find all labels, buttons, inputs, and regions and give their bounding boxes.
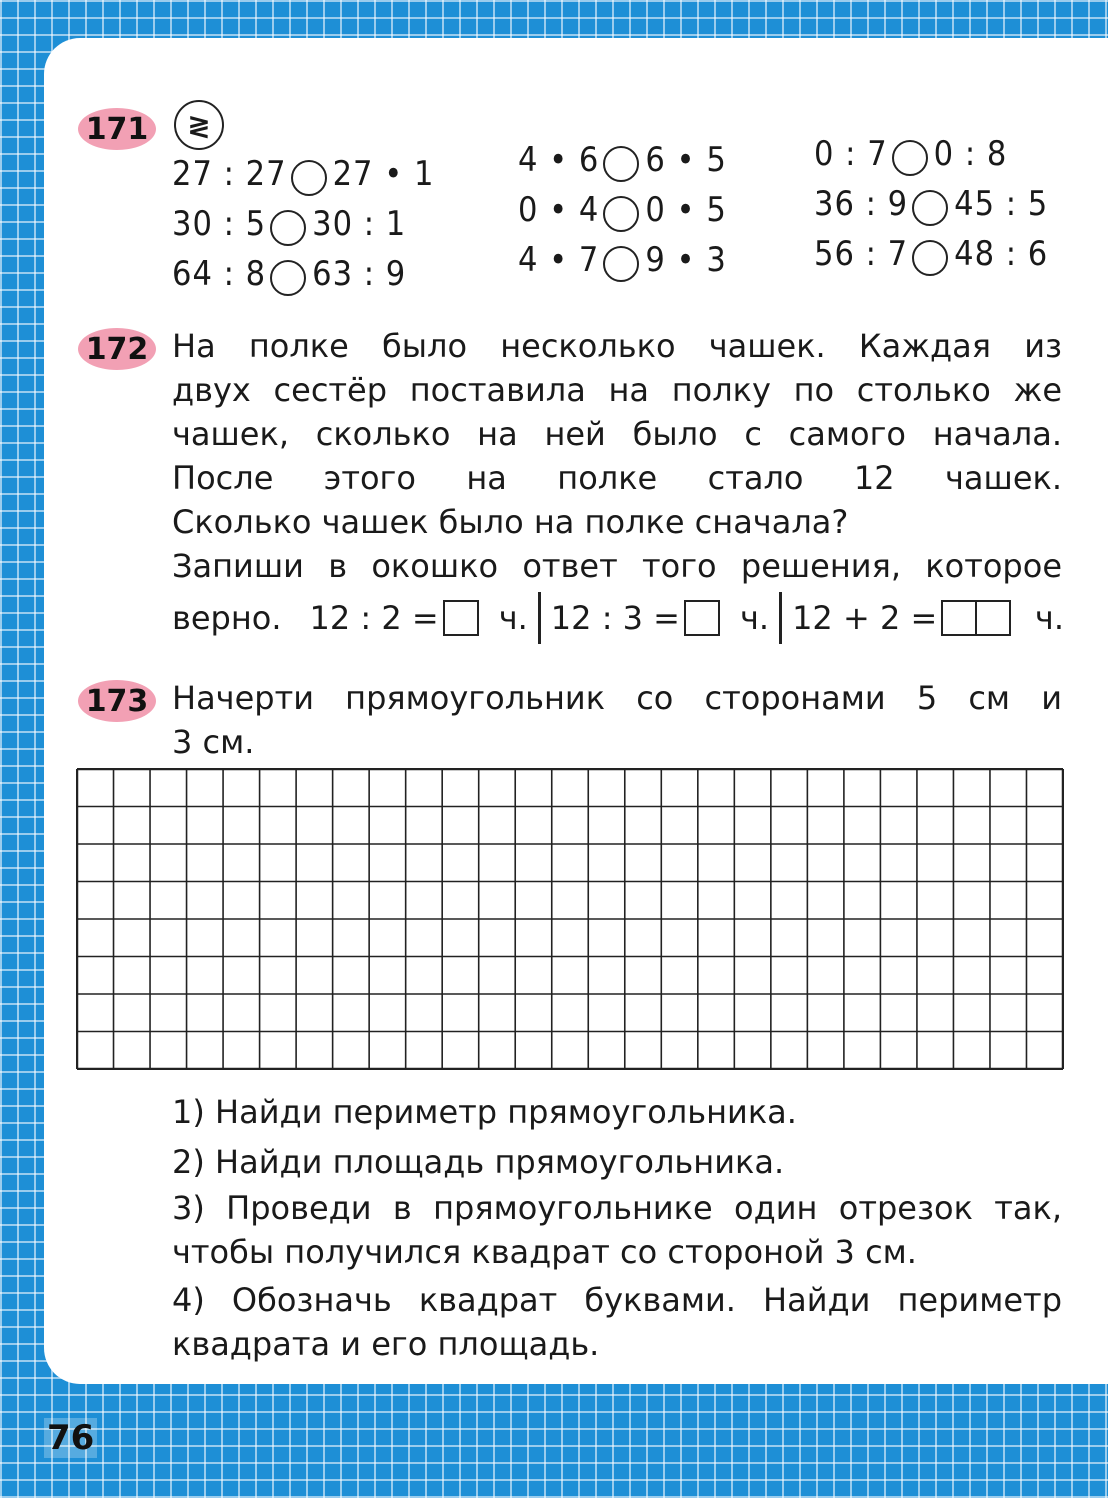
answer-box-2[interactable] (684, 600, 720, 636)
answer-options: верно. 12 : 2 = ч. 12 : 3 = ч. 12 + 2 = ч. (172, 588, 1064, 648)
comparison-2-1: 4 • 6 6 • 5 (518, 140, 727, 180)
step-4: 4) Обозначь квадрат буквами. Найди периметр квадрата и его площадь. (172, 1281, 1062, 1363)
comparison-1-2: 30 : 5 30 : 1 (172, 204, 407, 244)
answer-circle[interactable] (603, 196, 639, 232)
task-172-line: После этого на полке стало 12 чашек. (172, 459, 1062, 497)
answer-circle[interactable] (291, 160, 327, 196)
option-3: 12 + 2 = (792, 599, 938, 637)
compare-signs-icon: ≷ (174, 100, 224, 150)
answer-circle[interactable] (912, 190, 948, 226)
comparison-1-1: 27 : 27 27 • 1 (172, 154, 435, 194)
comparison-3-2: 36 : 9 45 : 5 (814, 184, 1049, 224)
drawing-grid[interactable] (76, 768, 1064, 1070)
task-173-text: Начерти прямоугольник со сторонами 5 см и 3 см. (172, 679, 1062, 761)
comparison-3-1: 0 : 7 0 : 8 (814, 134, 1008, 174)
answer-circle[interactable] (603, 246, 639, 282)
comparison-3-3: 56 : 7 48 : 6 (814, 234, 1049, 274)
answer-circle[interactable] (270, 260, 306, 296)
answer-circle[interactable] (892, 140, 928, 176)
answer-circle[interactable] (270, 210, 306, 246)
answer-box-3a[interactable] (941, 600, 977, 636)
step-1: 1) Найди периметр прямоугольника. (172, 1093, 797, 1131)
task-173-badge: 173 (78, 680, 156, 722)
task-172-line: На полке было несколько чашек. Каждая из (172, 327, 1062, 365)
task-172-line: Сколько чашек было на полке сначала? (172, 503, 849, 541)
task-172-badge: 172 (78, 328, 156, 370)
comparison-2-3: 4 • 7 9 • 3 (518, 240, 727, 280)
comparison-1-3: 64 : 8 63 : 9 (172, 254, 407, 294)
task-172-line: двух сестёр поставила на полку по столько же (172, 371, 1062, 409)
answer-box-1[interactable] (443, 600, 479, 636)
page-number: 76 (44, 1418, 97, 1458)
separator (538, 592, 541, 644)
task-172-instruction: Запиши в окошко ответ того решения, которое (172, 547, 1062, 585)
comparison-2-2: 0 • 4 0 • 5 (518, 190, 727, 230)
answer-box-3b[interactable] (975, 600, 1011, 636)
step-2: 2) Найди площадь прямоугольника. (172, 1143, 785, 1181)
task-172-text (172, 324, 1062, 544)
answer-circle[interactable] (912, 240, 948, 276)
answer-circle[interactable] (603, 146, 639, 182)
task-171-badge: 171 (78, 108, 156, 150)
task-172-line: чашек, сколько на ней было с самого начала. (172, 415, 1062, 453)
option-2: 12 : 3 = (550, 599, 680, 637)
separator (779, 592, 782, 644)
step-3: 3) Проведи в прямоугольнике один отрезок так, чтобы получился квадрат со стороной 3 см. (172, 1189, 1062, 1271)
option-1: 12 : 2 = (309, 599, 439, 637)
grid-canvas[interactable] (76, 768, 1064, 1070)
